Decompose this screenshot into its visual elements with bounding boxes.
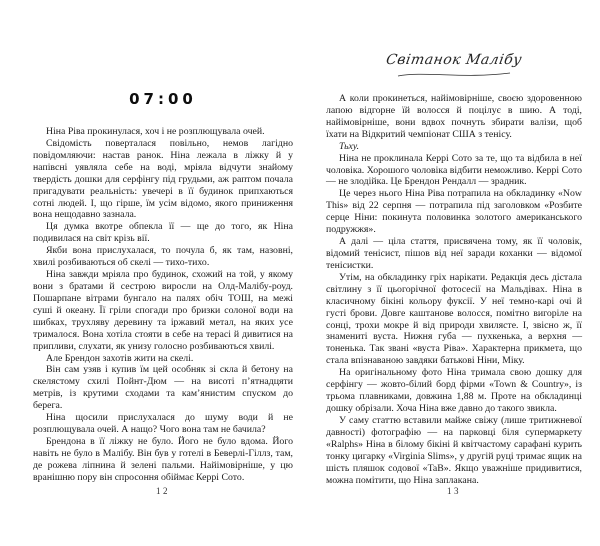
paragraph: Свідомість поверталася повільно, немов лагідно повідомляючи: настав ранок. Ніна лежала в ліжку й у напівсні уявляла себе на воді, мріяла відчути знайому твердість дошки для серфінгу під грудьми, аж раптом почала пригадувати реальність: увечері в її будинок припхаються сотні людей. І, що гірше, їм усім відомо, якого приниження вона нещодавно зазнала. <box>33 137 293 221</box>
paragraph: А коли прокинеться, найімовірніше, своєю здоровенною лапою відгорне їй волосся й поцілує в шию. А тоді, найімовірніше, вони вдвох почнуть збирати валізи, щоб їхати на Відкритий чемпіонат США з тенісу. <box>326 93 582 140</box>
paragraph: Ніна Ріва прокинулася, хоч і не розплющувала очей. <box>46 126 265 137</box>
paragraph: Але Брендон захотів жити на скелі. <box>46 352 194 364</box>
page-number-right: 13 <box>447 486 461 496</box>
paragraph: Брендона в її ліжку не було. Його не було вдома. Його навіть не було в Малібу. Він був у готелі в Беверлі-Гіллз, там, де рожева ліпнина й зелені пальми. Найімовірніше, у цю вранішню пору він спросоння обіймає Керрі Сото. <box>33 435 293 483</box>
paragraph: А далі — ціла стаття, присвячена тому, як її чоловік, відомий тенісист, пішов від неї заради коханки — відомої тенісистки. <box>326 236 582 271</box>
paragraph: Ніна не проклинала Керрі Сото за те, що та відбила в неї чоловіка. Хорошого чоловіка відбити неможливо. Керрі Сото — не злодійка. Це Брендон Рендалл — зрадник. <box>326 152 582 188</box>
page-left-body <box>33 126 293 484</box>
paragraph: Утім, на обкладинку гріх нарікати. Редакція десь дістала світлину з її цьогорічної фотосесії на Мальдівах. Ніна в класичному бікіні кольору фуксії. У неї темно-карі очі й густі брови. Довге каштанове волосся, помітно вигоріле на сонці, трохи мокре й від природи хвилясте. І, звісно ж, її знамениті вуста. Нижня губа — пухкенька, а верхня — тоненька. Так звані «вуста Ріва». Характерна прикмета, що стала впізнаваною завдяки батькові Ніни, Міку. <box>326 271 582 367</box>
page-number-left: 12 <box>156 486 170 496</box>
header-swash-flourish <box>394 70 514 80</box>
running-header-script: Світанок Малібу <box>384 52 524 68</box>
chapter-time-heading: 07:00 <box>129 90 197 108</box>
page-right-body <box>326 93 582 486</box>
paragraph: Це через нього Ніна Ріва потрапила на обкладинку «Now This» від 22 серпня — потрапила під заголовком «Розбите серце Ніни: покинута половинка золотого американського подружжя». <box>326 188 582 236</box>
page-left <box>33 0 293 546</box>
paragraph: Ніна завжди мріяла про будинок, схожий на той, у якому вони з братами й сестрою виросли на Олд-Малібу-роуд. Пошарпане вітрами бунгало на палях обіч ТОШ, на межі суші й океану. Її гріли спогади про бризки солоної води на шибках, трухляву деревину та іржавий метал, на яких усе трималося. Вона хотіла стояти в себе на терасі й дивитися на припливи, слухати, як унизу голосно розбиваються хвилі. <box>33 269 293 352</box>
paragraph: Ця думка вкотре обпекла її — ще до того, як Ніна подивилася на світ крізь вії. <box>33 221 293 245</box>
paragraph: Якби вона прислухалася, то почула б, як там, назовні, хвилі розбиваються об скелі — тихо-тихо. <box>33 245 293 269</box>
paragraph: На оригінальному фото Ніна тримала свою дошку для серфінгу — жовто-білий борд фірми «Town & Country», із трьома плавниками, довжина 1,88 м. Проте на обкладинці дошку обрізали. Хоча Ніна вже давно до такого звикла. <box>326 367 582 414</box>
paragraph: Тьху. <box>339 140 360 152</box>
paragraph: Ніна щосили прислухалася до шуму води й не розплющувала очей. А нащо? Чого вона там не бачила? <box>33 412 293 436</box>
page-right <box>326 0 582 546</box>
paragraph: У саму статтю вставили майже свіжу (лише тритижневої давності) фотографію — на парковці біля супермаркету «Ralphs» Ніна в білому бікіні й квітчастому сарафані курить тонку цигарку «Virginia Slims», у другій руці тримає ящик на шість пляшок содової «TaB». Якщо уважніше придивитися, можна помітити, що Ніна заплакана. <box>326 414 582 486</box>
paragraph: Він сам узяв і купив їм цей особняк зі скла й бетону на скелястому схилі Пойнт-Дюм — на висоті п’ятнадцяти метрів, із крутими сходами та кам’янистим спуском до берега. <box>33 364 293 412</box>
